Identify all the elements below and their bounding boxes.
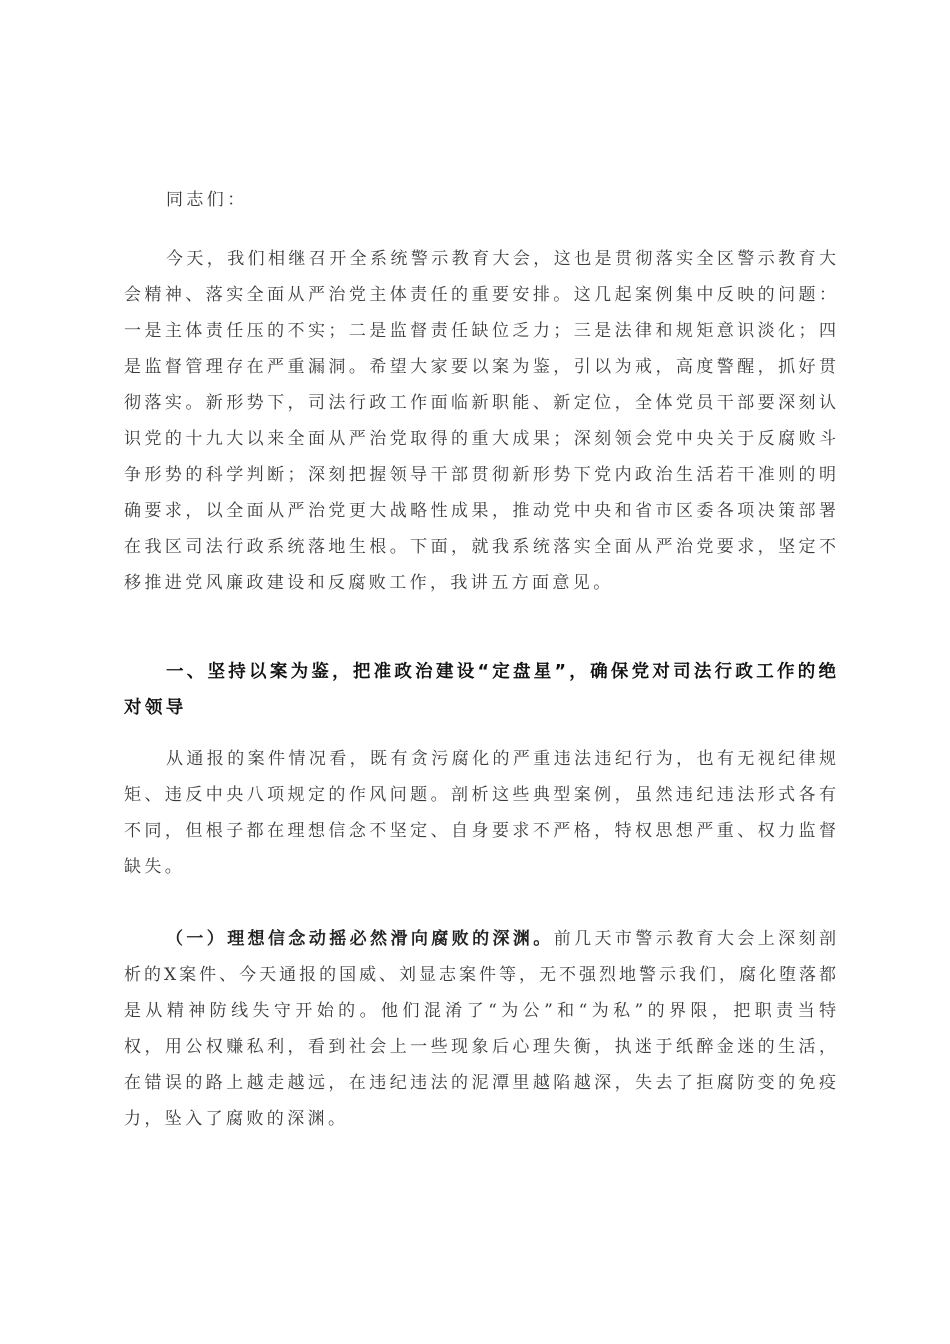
text-line: 一、坚持以案为鉴，把准政治建设“定盘星”，确保党对司法行政工作的绝 — [166, 662, 838, 682]
text-line: 是监督管理存在严重漏洞。希望大家要以案为鉴，引以为戒，高度警醒，抓好贯 — [124, 357, 838, 377]
text-line: 识党的十九大以来全面从严治党取得的重大成果；深刻领会党中央关于反腐败斗 — [124, 429, 838, 449]
text-line: 一是主体责任压的不实；二是监督责任缺位乏力；三是法律和规矩意识淡化；四 — [124, 321, 838, 341]
text-line: 今天，我们相继召开全系统警示教育大会，这也是贯彻落实全区警示教育大 — [166, 249, 838, 269]
text-line: 确要求，以全面从严治党更大战略性成果，推动党中央和省市区委各项决策部署 — [124, 501, 838, 521]
salutation — [124, 182, 838, 218]
text-line: 在我区司法行政系统落地生根。下面，就我系统落实全面从严治党要求，坚定不 — [124, 537, 838, 557]
text-line: 缺失。 — [124, 857, 186, 877]
text-line: 对领导 — [124, 698, 187, 718]
text-line: 矩、违反中央八项规定的作风问题。剖析这些典型案例，虽然违纪违法形式各有 — [124, 785, 838, 805]
subsection-1-first-line-rest: 前几天市警示教育大会上深刻剖 — [553, 929, 838, 949]
text-line: 不同，但根子都在理想信念不坚定、自身要求不严格，特权思想严重、权力监督 — [124, 821, 838, 841]
text-line: 会精神、落实全面从严治党主体责任的重要安排。这几起案例集中反映的问题： — [124, 285, 838, 305]
text-line: 在错误的路上越走越远，在违纪违法的泥潭里越陷越深，失去了拒腐防变的免疫 — [124, 1073, 838, 1093]
salutation-text: 同志们： — [166, 190, 248, 210]
section-1-paragraph — [124, 741, 838, 885]
text-line: 彻落实。新形势下，司法行政工作面临新职能、新定位，全体党员干部要深刻认 — [124, 393, 838, 413]
text-line: 移推进党风廉政建设和反腐败工作，我讲五方面意见。 — [124, 573, 614, 593]
text-line: 析的X案件、今天通报的国威、刘显志案件等，无不强烈地警示我们，腐化堕落都 — [124, 965, 838, 985]
intro-paragraph — [124, 241, 838, 601]
text-line: 力，坠入了腐败的深渊。 — [124, 1109, 349, 1129]
subsection-1-paragraph — [124, 921, 838, 1137]
section-1-heading — [124, 654, 838, 726]
subsection-1-first-line — [124, 921, 838, 957]
text-line: 从通报的案件情况看，既有贪污腐化的严重违法违纪行为，也有无视纪律规 — [166, 749, 838, 769]
subsection-1-lead: （一）理想信念动摇必然滑向腐败的深渊。 — [166, 929, 554, 949]
text-line: 是从精神防线失守开始的。他们混淆了“为公”和“为私”的界限，把职责当特 — [124, 1001, 838, 1021]
text-line: 争形势的科学判断；深刻把握领导干部贯彻新形势下党内政治生活若干准则的明 — [124, 465, 838, 485]
text-line: 权，用公权赚私利，看到社会上一些现象后心理失衡，执迷于纸醉金迷的生活， — [124, 1037, 838, 1057]
